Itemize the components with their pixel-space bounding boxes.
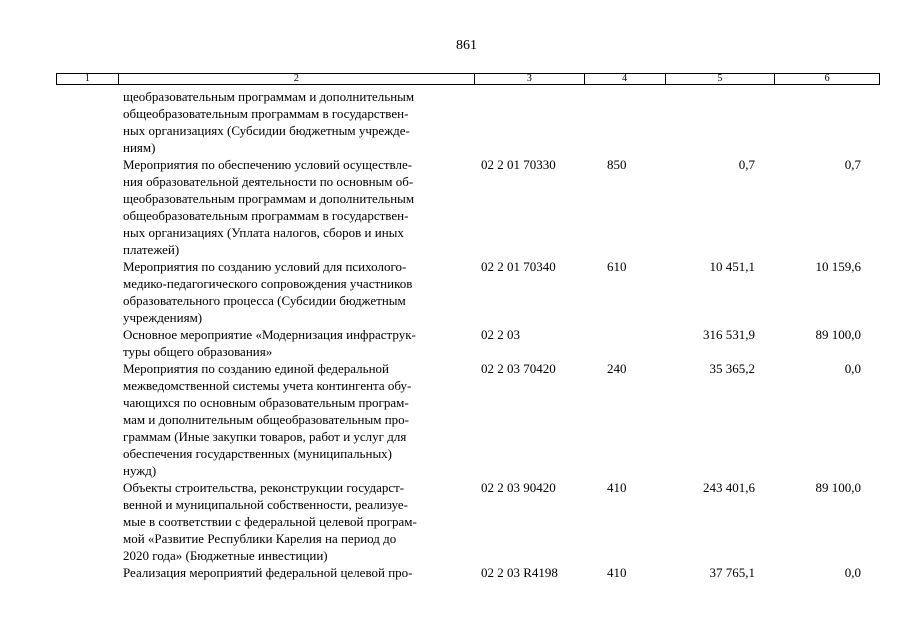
row-code: 02 2 03 [481, 327, 520, 342]
row-description [123, 88, 480, 156]
row-value-col6: 10 159,6 [815, 259, 861, 274]
description-line: Мероприятия по созданию единой федеральной [123, 361, 390, 376]
row-value-col5: 37 765,1 [709, 565, 755, 580]
row-description [123, 360, 480, 479]
row-value-col5: 0,7 [738, 157, 755, 172]
description-line: Мероприятия по обеспечению условий осуществле- [123, 157, 413, 172]
description-line: венной и муниципальной собственности, реализуе- [123, 497, 408, 512]
description-line: нужд) [123, 463, 157, 478]
description-line: Объекты строительства, реконструкции государст- [123, 480, 405, 495]
row-code: 02 2 01 70330 [481, 157, 556, 172]
page-number: 861 [456, 38, 477, 53]
description-line: учреждениям) [123, 310, 203, 325]
row-expense-type: 610 [607, 259, 627, 274]
row-description [123, 258, 480, 326]
description-line: платежей) [123, 242, 180, 257]
description-line: мам и дополнительным общеобразовательным про- [123, 412, 409, 427]
description-line: образовательного процесса (Субсидии бюджетным [123, 293, 406, 308]
description-line: 2020 года» (Бюджетные инвестиции) [123, 548, 328, 563]
description-line: межведомственной системы учета контингента обу- [123, 378, 412, 393]
row-code [480, 88, 607, 156]
table-row [0, 360, 905, 479]
row-value-col5: 243 401,6 [703, 480, 755, 495]
description-line: мой «Развитие Республики Карелия на период до [123, 531, 397, 546]
row-code: 02 2 03 70420 [481, 361, 556, 376]
row-value-col5: 10 451,1 [709, 259, 755, 274]
description-line: щеобразовательным программам и дополнительным [123, 191, 415, 206]
column-header-5: 5 [666, 74, 776, 84]
column-header-2: 2 [119, 74, 475, 84]
description-line: ных организациях (Уплата налогов, сборов и иных [123, 225, 404, 240]
description-line: Мероприятия по созданию условий для психолого- [123, 259, 407, 274]
row-value-col6: 89 100,0 [815, 480, 861, 495]
row-value-col5 [667, 88, 755, 156]
column-header-6: 6 [824, 73, 830, 84]
row-expense-type: 240 [607, 361, 627, 376]
description-line: ных организациях (Субсидии бюджетным учрежде- [123, 123, 410, 138]
row-value-col5: 35 365,2 [709, 361, 755, 376]
row-expense-type [607, 326, 667, 360]
row-description [123, 479, 480, 564]
description-line: туры общего образования» [123, 344, 273, 359]
row-code: 02 2 01 70340 [481, 259, 556, 274]
description-line: Реализация мероприятий федеральной целевой про- [123, 565, 413, 580]
description-line: граммам (Иные закупки товаров, работ и услуг для [123, 429, 407, 444]
row-description [123, 564, 480, 581]
description-line: Основное мероприятие «Модернизация инфраструк- [123, 327, 416, 342]
row-value-col6: 0,7 [844, 157, 861, 172]
table-row [0, 258, 905, 326]
row-description [123, 156, 480, 258]
row-expense-type: 850 [607, 157, 627, 172]
column-header-4: 4 [585, 74, 666, 84]
row-value-col6: 89 100,0 [815, 327, 861, 342]
description-line: мые в соответствии с федеральной целевой програм- [123, 514, 417, 529]
row-expense-type: 410 [607, 480, 627, 495]
description-line: щеобразовательным программам и дополнительным [123, 89, 415, 104]
row-value-col6: 0,0 [844, 565, 861, 580]
column-header-row [56, 73, 880, 85]
row-value-col6 [755, 88, 861, 156]
description-line: общеобразовательным программам в государствен- [123, 208, 409, 223]
row-value-col5: 316 531,9 [703, 327, 755, 342]
description-line: медико-педагогического сопровождения участников [123, 276, 413, 291]
description-line: ниям) [123, 140, 156, 155]
table-row [0, 564, 905, 581]
budget-table-body [0, 88, 905, 581]
column-header-3: 3 [475, 74, 585, 84]
row-expense-type: 410 [607, 565, 627, 580]
description-line: ния образовательной деятельности по основным об- [123, 174, 414, 189]
row-code: 02 2 03 R4198 [481, 565, 558, 580]
row-value-col6: 0,0 [844, 361, 861, 376]
table-row [0, 88, 905, 156]
column-header-1: 1 [57, 74, 119, 84]
table-row [0, 156, 905, 258]
row-code: 02 2 03 90420 [481, 480, 556, 495]
row-expense-type [607, 88, 667, 156]
description-line: обеспечения государственных (муниципальных) [123, 446, 393, 461]
description-line: чающихся по основным образовательным програм- [123, 395, 409, 410]
row-description [123, 326, 480, 360]
table-row [0, 479, 905, 564]
table-row [0, 326, 905, 360]
description-line: общеобразовательным программам в государствен- [123, 106, 409, 121]
